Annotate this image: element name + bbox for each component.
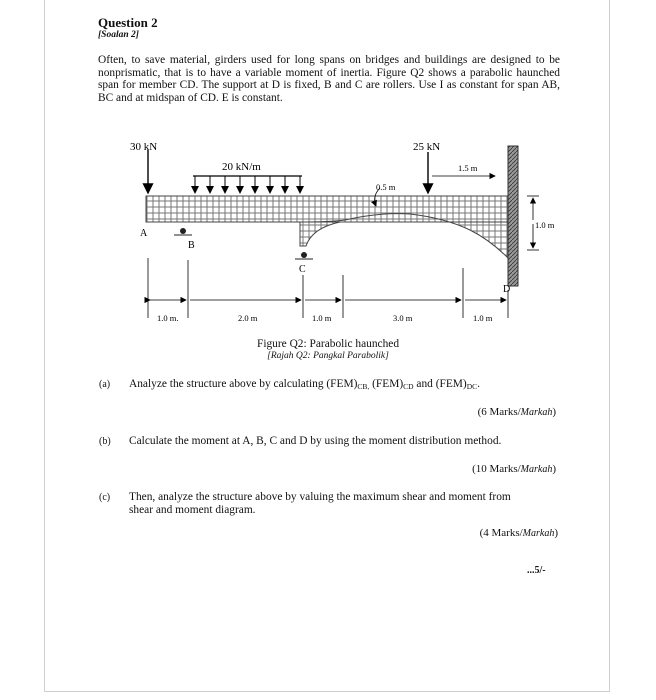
part-c-line2: shear and moment diagram.: [129, 504, 256, 516]
dim-label-2: 2.0 m: [238, 313, 258, 323]
part-c-line1: Then, analyze the structure above by valuing the maximum shear and moment from: [129, 491, 511, 503]
page-footer: ...5/-: [527, 565, 546, 576]
part-a-text: Analyze the structure above by calculating $(FEM)_{CB,}$ $(FEM)_{CD}$ and $(FEM)_{DC}$.: [129, 378, 480, 391]
beam-figure: [0, 0, 656, 340]
wall-height-label: 1.0 m: [535, 220, 555, 230]
support-d-label: D: [503, 284, 511, 295]
figure-caption: Figure Q2: Parabolic haunched: [256, 338, 400, 350]
part-a-label: (a): [99, 379, 111, 390]
figure-caption-sub: [Rajah Q2: Pangkal Parabolik]: [267, 351, 389, 361]
question-subtitle: [Soalan 2]: [98, 30, 139, 40]
part-b-text: Calculate the moment at A, B, C and D by using the moment distribution method.: [129, 435, 502, 447]
part-c-label: (c): [99, 492, 111, 503]
dim-label-1: 1.0 m.: [157, 313, 179, 323]
dim-label-5: 1.0 m: [473, 313, 493, 323]
dim-label-4: 3.0 m: [393, 313, 413, 323]
part-c-marks: (4 Marks/Markah): [479, 527, 558, 539]
point-load-a-label: 30 kN: [130, 141, 158, 153]
part-a-marks: (6 Marks/Markah): [477, 406, 556, 418]
support-a-label: A: [140, 228, 148, 239]
roller-c-icon: [301, 252, 307, 258]
dim-1-5m-label: 1.5 m: [458, 163, 478, 173]
udl-arrows: [195, 176, 300, 193]
haunch-dim-label: 0.5 m: [376, 182, 396, 192]
support-c-label: C: [299, 264, 306, 275]
question-intro: Often, to save material, girders used for long spans on bridges and buildings are designed to be nonprismatic, that is to have a variable moment of inertia. Figure Q2 shows a parabolic haunched span for member CD. The support at D is fixed, B and C are rollers. Use I as constant for span AB, BC and at midspan of CD. E is constant.: [98, 54, 560, 104]
roller-b-icon: [180, 228, 186, 234]
part-b-label: (b): [99, 436, 111, 447]
udl-label: 20 kN/m: [222, 161, 261, 173]
beam-body: [146, 196, 508, 222]
haunch-left: [300, 222, 340, 246]
part-b-marks: (10 Marks/Markah): [472, 463, 556, 475]
support-b-label: B: [188, 240, 195, 251]
question-title: Question 2: [98, 15, 158, 30]
dim-label-3: 1.0 m: [312, 313, 332, 323]
point-load-b-label: 25 kN: [413, 141, 441, 153]
fixed-wall-d: [508, 146, 518, 286]
dimension-extension-lines: [148, 258, 511, 318]
